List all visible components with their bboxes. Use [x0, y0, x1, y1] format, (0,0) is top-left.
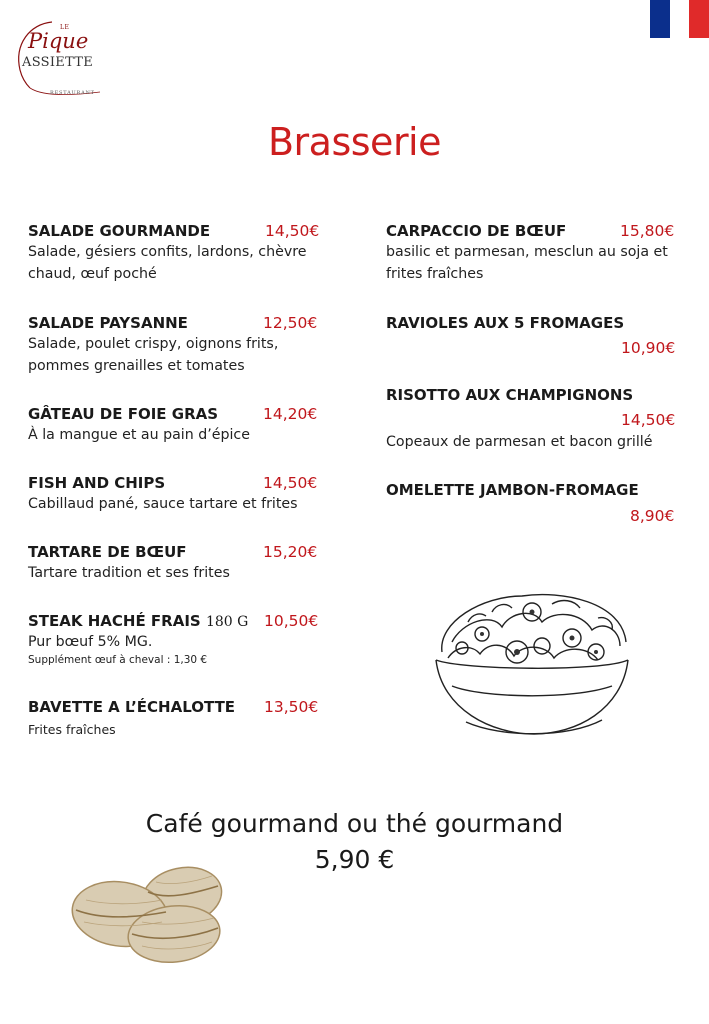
item-price: 10,50€ — [264, 612, 319, 630]
item-note: Supplément œuf à cheval : 1,30 € — [28, 654, 208, 666]
menu-item-omelette — [386, 481, 639, 499]
salad-bowl-icon — [422, 582, 640, 742]
item-desc: Tartare tradition et ses frites — [28, 565, 230, 581]
item-weight: 180 G — [205, 614, 249, 630]
logo-restaurant: RESTAURANT — [50, 90, 95, 96]
flag-red — [689, 0, 709, 38]
item-price: 8,90€ — [630, 507, 675, 525]
item-name: RAVIOLES AUX 5 FROMAGES — [386, 314, 625, 332]
menu-item-tartare-de-boeuf — [28, 543, 230, 584]
item-name: SALADE PAYSANNE — [28, 314, 188, 332]
menu-item-fish-and-chips — [28, 474, 298, 515]
item-price: 15,20€ — [263, 543, 318, 561]
item-desc: À la mangue et au pain d’épice — [28, 427, 250, 443]
restaurant-logo — [8, 18, 108, 102]
cafe-price: 5,90 € — [314, 845, 395, 874]
item-price: 14,50€ — [263, 474, 318, 492]
flag-white — [670, 0, 690, 38]
item-name: GÂTEAU DE FOIE GRAS — [28, 405, 219, 423]
menu-item-salade-paysanne — [28, 314, 278, 377]
item-name: SALADE GOURMANDE — [28, 222, 211, 240]
item-name: RISOTTO AUX CHAMPIGNONS — [386, 386, 634, 404]
item-name: STEAK HACHÉ FRAIS — [28, 612, 201, 630]
item-desc: Pur bœuf 5% MG. — [28, 634, 153, 650]
item-desc: Copeaux de parmesan et bacon grillé — [386, 434, 653, 450]
item-price: 12,50€ — [263, 314, 318, 332]
flag-blue — [650, 0, 670, 38]
french-flag-icon[interactable] — [650, 0, 709, 38]
item-desc: Salade, poulet crispy, oignons frits, — [28, 336, 279, 352]
menu-item-steak-hache — [28, 612, 248, 666]
item-name: TARTARE DE BŒUF — [28, 543, 187, 561]
item-name-row — [28, 612, 248, 630]
item-price: 13,50€ — [264, 698, 319, 716]
item-note: Frites fraîches — [28, 722, 116, 737]
item-name: FISH AND CHIPS — [28, 474, 166, 492]
logo-le: LE — [60, 24, 70, 31]
cafe-label: Café gourmand ou thé gourmand — [145, 809, 564, 838]
item-desc: chaud, œuf poché — [28, 266, 157, 282]
item-price: 10,90€ — [621, 339, 676, 357]
menu-item-risotto — [386, 386, 652, 453]
menu-item-ravioles — [386, 314, 624, 332]
item-price: 14,20€ — [263, 405, 318, 423]
item-price: 14,50€ — [621, 411, 676, 429]
item-desc: Cabillaud pané, sauce tartare et frites — [28, 496, 298, 512]
menu-item-gateau-foie-gras — [28, 405, 250, 446]
item-name: CARPACCIO DE BŒUF — [386, 222, 567, 240]
item-price: 14,50€ — [265, 222, 320, 240]
item-name: OMELETTE JAMBON-FROMAGE — [386, 481, 639, 499]
coffee-beans-icon — [62, 856, 232, 968]
item-desc: basilic et parmesan, mesclun au soja et — [386, 244, 668, 260]
page-title: Brasserie — [267, 120, 441, 164]
item-desc: pommes grenailles et tomates — [28, 358, 245, 374]
item-desc: frites fraîches — [386, 266, 484, 282]
logo-pique: Pique — [28, 29, 89, 53]
item-price: 15,80€ — [620, 222, 675, 240]
logo-assiette: ASSIETTE — [22, 55, 94, 70]
item-name: BAVETTE A L’ÉCHALOTTE — [28, 698, 236, 716]
menu-item-bavette — [28, 698, 235, 737]
item-desc: Salade, gésiers confits, lardons, chèvre — [28, 244, 307, 260]
